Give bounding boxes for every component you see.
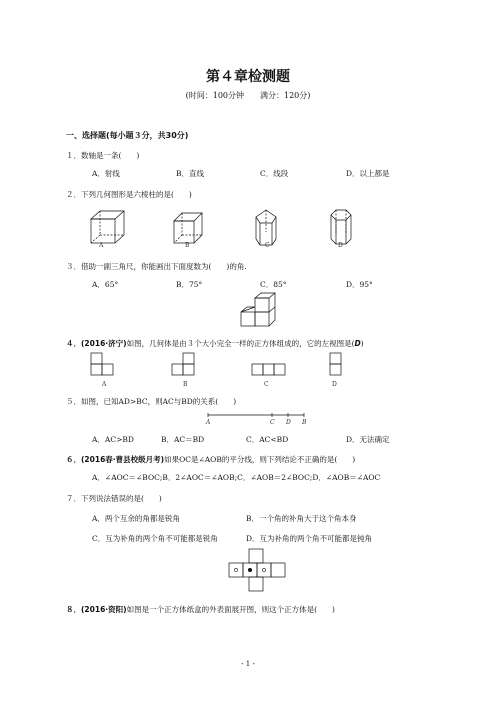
q7-option-d: D．互为补角的两个角不可能都是钝角 <box>246 534 373 543</box>
q6-source: ６．(2016春·曹县校级月考) <box>66 455 165 464</box>
q7-option-a: A．两个互余的角都是锐角 <box>92 514 180 523</box>
q3-option-d: D．95° <box>346 280 373 289</box>
question-4 <box>66 338 364 349</box>
q4-label-c: C <box>264 381 269 388</box>
q2-cuboid-shape <box>174 213 202 243</box>
q2-label-d: D <box>338 242 343 249</box>
q2-label-a: A <box>99 242 104 249</box>
q5-point-a: A <box>206 419 211 426</box>
q2-solids-figure <box>86 205 366 253</box>
q8-cube-net-figure <box>224 547 294 599</box>
q1-option-d: D．以上都是 <box>346 169 390 178</box>
q8-source: ８．(2016·资阳) <box>66 605 127 614</box>
question-3: ３．借助一副三角尺，你能画出下面度数为( )的角. <box>66 262 247 271</box>
q4-label-d: D <box>332 381 337 388</box>
q4-source: ４．(2016·济宁) <box>66 339 127 348</box>
q1-option-c: C．线段 <box>260 169 289 178</box>
q2-label-b: B <box>185 242 190 249</box>
q4-answer: D <box>354 339 361 348</box>
page-subtitle: (时间：100分钟 满分：120分) <box>185 91 311 100</box>
q3-option-a: A．65° <box>92 280 119 289</box>
q5-point-d: D <box>286 419 291 426</box>
q4-view-a <box>91 353 113 375</box>
question-6 <box>66 454 355 465</box>
q5-option-b: B．AC＝BD <box>161 435 205 444</box>
q2-pentagonal-prism-shape <box>256 210 276 245</box>
q5-point-b: B <box>302 419 307 426</box>
q4-view-d <box>330 353 341 375</box>
question-1: １．数轴是一条( ) <box>66 151 140 160</box>
q3-option-b: B．75° <box>176 280 203 289</box>
q2-cube-shape <box>91 211 124 243</box>
q5-segment-figure <box>200 410 310 422</box>
q5-option-d: D．无法确定 <box>346 435 390 444</box>
page-number: - 1 - <box>241 660 255 668</box>
q8-stem: 如图是一个正方体纸盒的外表面展开图，则这个正方体是( ) <box>126 605 335 614</box>
q2-label-c: C <box>265 242 270 249</box>
q4-view-b <box>172 353 194 375</box>
page-title: 第４章检测题 <box>206 69 290 85</box>
q7-option-b: B．一个角的补角大于这个角本身 <box>246 514 357 523</box>
q1-option-b: B．直线 <box>176 169 205 178</box>
q4-label-a: A <box>102 381 107 388</box>
q7-option-c: C．互为补角的两个角不可能都是锐角 <box>92 534 218 543</box>
question-7: ７．下列说法错误的是( ) <box>66 494 162 503</box>
q4-view-c <box>252 364 285 375</box>
question-8 <box>66 604 335 615</box>
q2-hexagonal-prism-shape <box>331 210 351 244</box>
q4-label-b: B <box>183 381 188 388</box>
q4-solid-figure <box>236 292 296 332</box>
q1-option-a: A．射线 <box>92 169 120 178</box>
q6-stem: 如果OC是∠AOB的平分线，则下列结论不正确的是( ) <box>164 455 356 464</box>
question-5: ５．如图，已知AD>BC，则AC与BD的关系( ) <box>66 397 237 406</box>
q4-end: ) <box>360 339 364 348</box>
q4-stem: 如图，几何体是由３个大小完全一样的正方体组成的，它的左视图是( <box>126 339 355 348</box>
q3-option-c: C．85° <box>260 280 287 289</box>
q5-option-c: C．AC<BD <box>246 435 289 444</box>
q4-views-figure <box>86 352 356 382</box>
q5-point-c: C <box>270 419 275 426</box>
question-2: ２．下列几何图形是六棱柱的是( ) <box>66 190 192 199</box>
q5-option-a: A．AC>BD <box>92 435 134 444</box>
section-heading: 一、选择题(每小题３分，共30分) <box>66 131 189 140</box>
q6-options: A．∠AOC＝∠BOC;B．2∠AOC＝∠AOB;C．∠AOB＝2∠BOC;D．∠AOB＝∠AOC <box>92 473 381 482</box>
